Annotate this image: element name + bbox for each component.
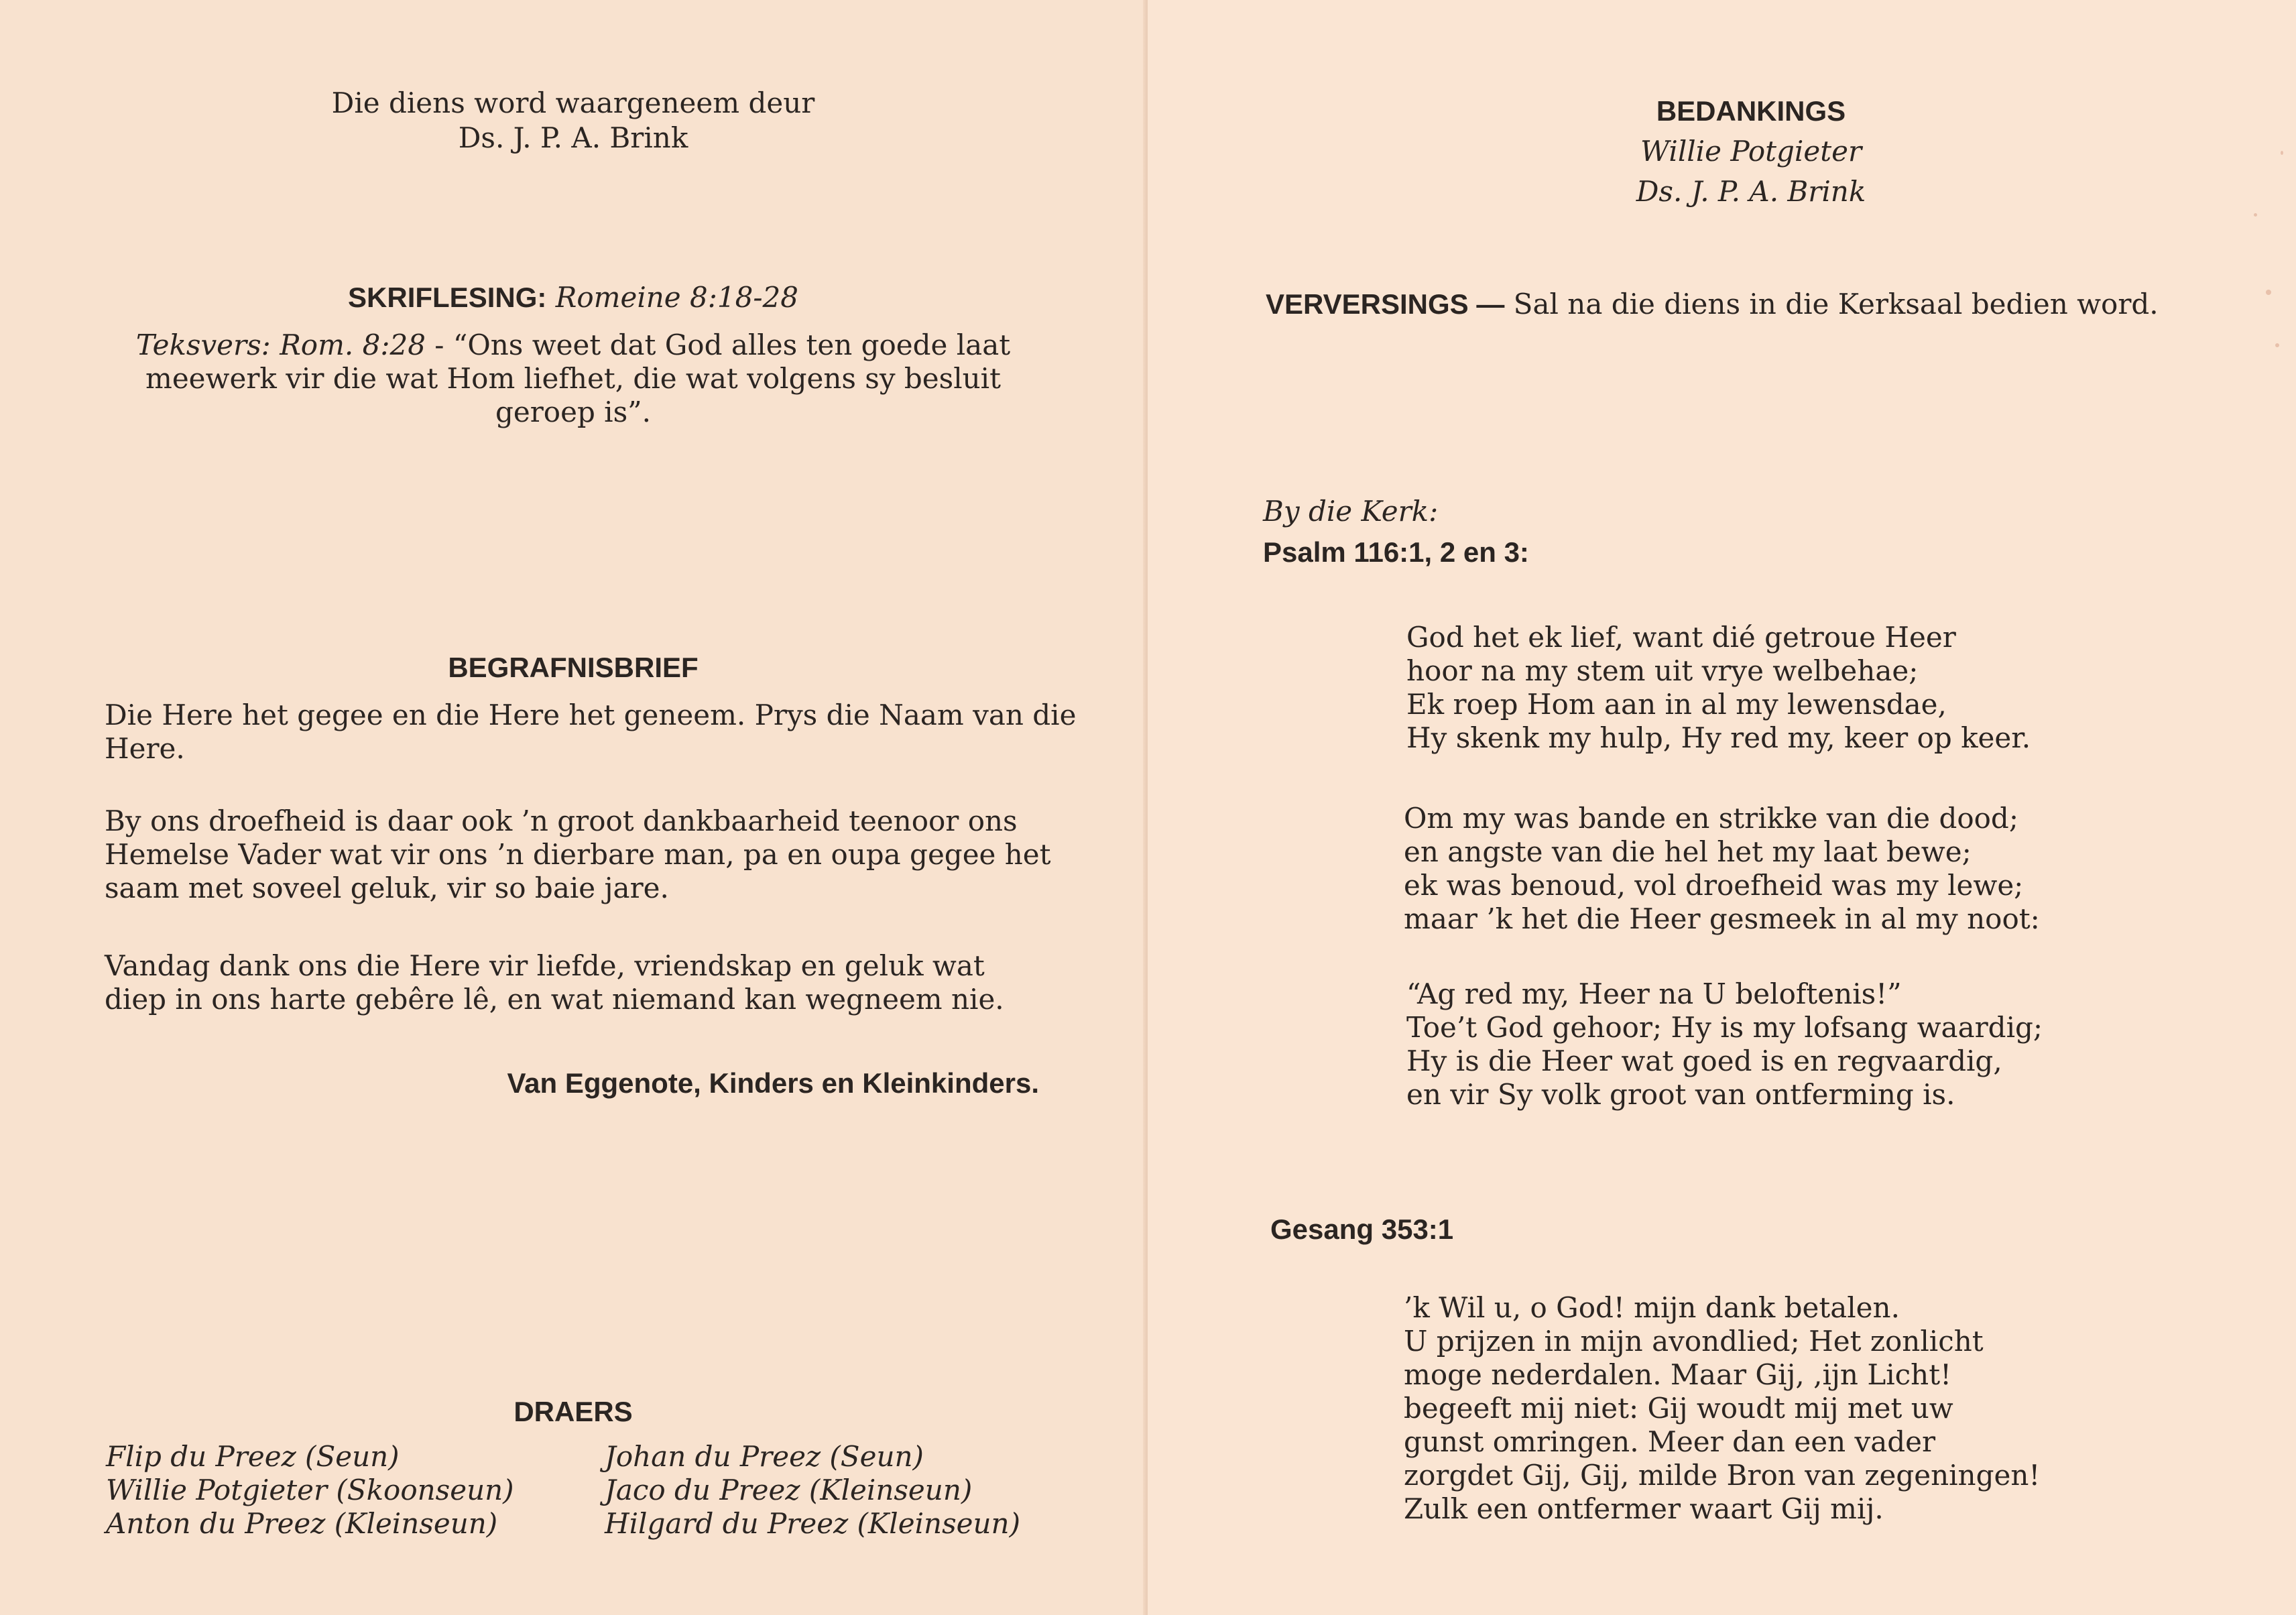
officiant-block [94,86,1052,156]
right-page [1148,0,2296,1615]
psalm-verse-2 [1404,802,2208,936]
funeral-letter-heading [94,652,1052,684]
hymn-verse [1404,1291,2222,1526]
bearers-column-2 [605,1440,1087,1541]
text-verse-label: Teksvers: [135,328,271,361]
psalm-verse-3 [1406,977,2211,1112]
bearer-name: Jaco du Preez (Kleinseun) [605,1474,973,1506]
text-verse-line-1 [94,328,1052,362]
letter-p2-line-3: saam met soveel geluk, vir so baie jare. [105,872,669,904]
funeral-letter-signature [94,1067,1039,1099]
funeral-letter-body [105,699,1077,1016]
hymn-line: begeeft mij niet: Gij woudt mij met uw [1404,1392,1953,1425]
paper-stain [2275,343,2279,347]
psalm-line: ek was benoud, vol droefheid was my lewe; [1404,869,2024,902]
refreshments-text: Sal na die diens in die Kerksaal bedien word. [1504,288,2159,320]
paper-stain [2281,151,2283,155]
officiant-name: Ds. J. P. A. Brink [458,121,688,154]
text-verse-ref: Rom. 8:28 [280,328,426,361]
scripture-reading-title [94,280,1052,315]
letter-p2-line-1: By ons droefheid is daar ook ’n groot dankbaarheid teenoor ons [105,804,1018,837]
bearer-name: Flip du Preez (Seun) [106,1440,400,1473]
psalm-line: Ek roep Hom aan in al my lewensdae, [1406,688,1947,721]
hymn-line: zorgdet Gij, Gij, milde Bron van zegeningen! [1404,1459,2041,1492]
letter-p3-line-2: diep in ons harte gebêre lê, en wat niemand kan wegneem nie. [105,983,1004,1016]
text-verse-quote-1: - “Ons weet dat God alles ten goede laat [425,328,1011,361]
hymn-heading [1270,1213,1453,1246]
psalm-line: “Ag red my, Heer na U beloftenis!” [1406,977,1902,1010]
bearer-name: Anton du Preez (Kleinseun) [106,1507,498,1540]
hymn-line: Zulk een ontfermer waart Gij mij. [1404,1492,1884,1525]
letter-p1-line-2: Here. [105,732,185,765]
bearer-name: Hilgard du Preez (Kleinseun) [605,1507,1020,1540]
refreshments-line [1266,287,2258,322]
psalm-verse-1 [1406,621,2211,755]
hymn-line: moge nederdalen. Maar Gij, ,ijn Licht! [1404,1358,1951,1391]
hymn-line: ’k Wil u, o God! mijn dank betalen. [1404,1291,1900,1324]
hymn-line: gunst omringen. Meer dan een vader [1404,1425,1936,1458]
psalm-line: Hy skenk my hulp, Hy red my, keer op keer. [1406,721,2031,754]
text-verse-line-3: geroep is”. [495,396,651,428]
psalm-line: Hy is die Heer wat goed is en regvaardig, [1406,1044,2002,1077]
text-verse [94,328,1052,429]
thanks-heading: BEDANKINGS [1656,95,1846,127]
psalm-heading-text: Psalm 116:1, 2 en 3: [1263,536,1529,568]
psalm-line: God het ek lief, want dié getroue Heer [1406,621,1956,654]
funeral-letter-title: BEGRAFNISBRIEF [448,652,699,683]
scripture-reading-label: SKRIFLESING: [348,282,547,313]
psalm-line: en angste van die hel het my laat bewe; [1404,835,1972,868]
thanks-line-2: Ds. J. P. A. Brink [1636,175,1866,208]
hymn-heading-text: Gesang 353:1 [1270,1213,1454,1245]
bearers-title: DRAERS [513,1396,633,1427]
scripture-reading [94,280,1052,315]
psalm-line: hoor na my stem uit vrye welbehae; [1406,654,1919,687]
bearer-name: Johan du Preez (Seun) [605,1440,924,1473]
psalm-line: Toe’t God gehoor; Hy is my lofsang waardig; [1406,1011,2043,1044]
text-verse-line-2: meewerk vir die wat Hom liefhet, die wat volgens sy besluit [145,362,1001,395]
hymn-line: U prijzen in mijn avondlied; Het zonlicht [1404,1325,1984,1358]
graveside-label-text: By die Kerk: [1263,495,1439,528]
paper-stain [2266,290,2271,295]
psalm-line: en vir Sy volk groot van ontferming is. [1406,1078,1955,1111]
letter-p1-line-1: Die Here het gegee en die Here het geneem. Prys die Naam van die [105,699,1077,731]
letter-p2-line-2: Hemelse Vader wat vir ons ’n dierbare man, pa en oupa gegee het [105,838,1051,871]
bearers-column-1 [106,1440,589,1541]
paper-stain [2254,213,2257,217]
graveside-label [1263,494,1438,529]
psalm-heading [1263,536,1529,569]
bearers-heading [94,1396,1052,1428]
signature-text: Van Eggenote, Kinders en Kleinkinders. [507,1067,1039,1099]
scripture-reading-ref: Romeine 8:18-28 [555,281,798,314]
refreshments-label: VERVERSINGS — [1266,288,1505,320]
bearer-name: Willie Potgieter (Skoonseun) [106,1474,514,1506]
refreshments-notice [1266,287,2258,322]
letter-p3-line-1: Vandag dank ons die Here vir liefde, vriendskap en geluk wat [105,949,985,982]
officiant-line: Die diens word waargeneem deur [331,86,815,119]
psalm-line: Om my was bande en strikke van die dood; [1404,802,2018,835]
thanks-block [1416,94,2086,209]
psalm-line: maar ’k het die Heer gesmeek in al my noot: [1404,902,2040,935]
thanks-line-1: Willie Potgieter [1640,135,1862,168]
